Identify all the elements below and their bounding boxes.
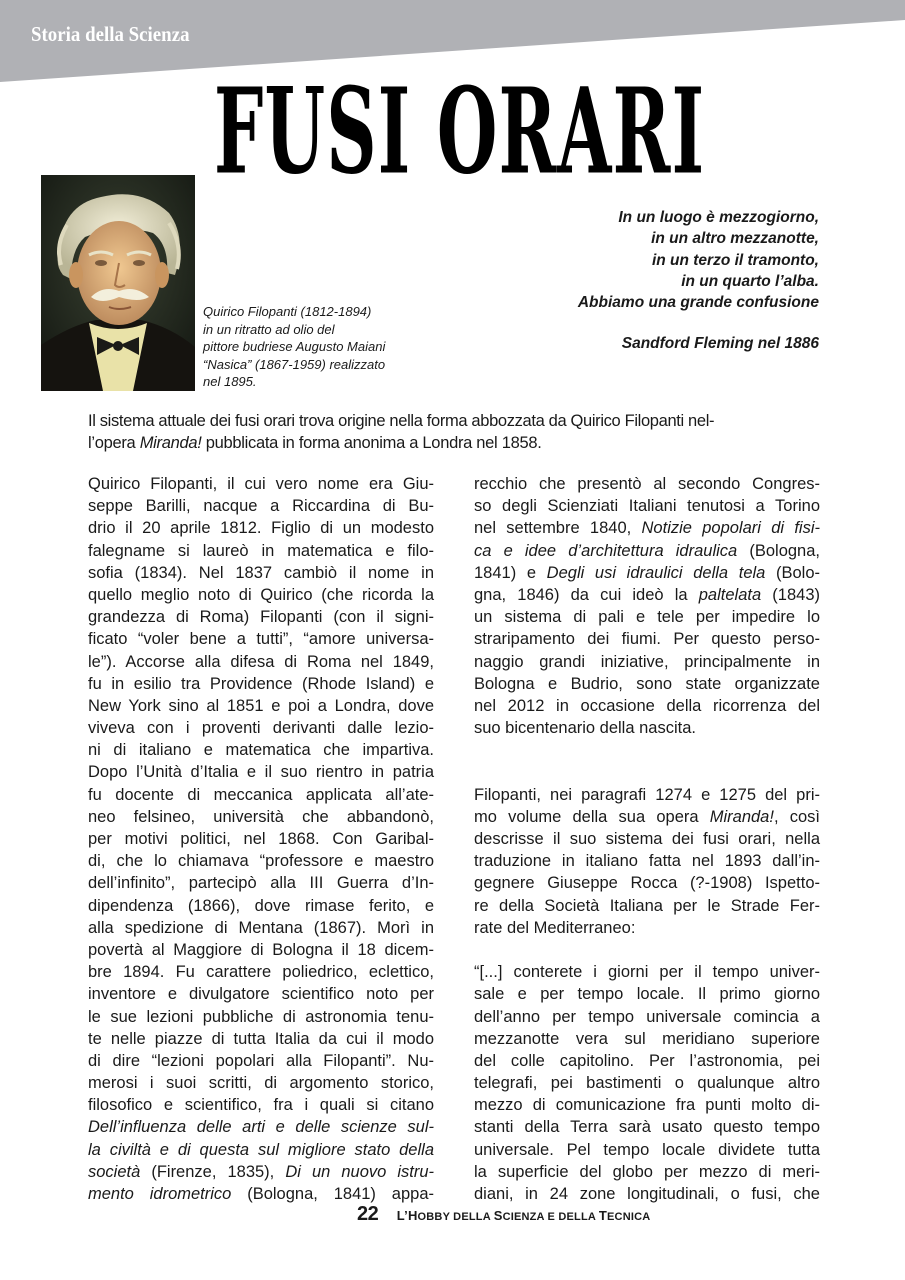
epigraph-line: in un altro mezzanotte,: [651, 230, 819, 248]
body-line: fu in esilio tra Providence (Rhode Island) e: [88, 674, 434, 693]
body-line: naggio grandi iniziative, principalmente in: [474, 652, 820, 671]
epigraph-quote: [499, 207, 819, 355]
body-line: dell’anno per tempo universale comincia a: [474, 1007, 820, 1026]
body-line: [88, 1161, 434, 1183]
text-run: (Bolo-: [765, 563, 820, 582]
body-line: del colle capitolino. Per l’astronomia, pei: [474, 1051, 820, 1070]
text-run: OBBY DELLA: [417, 1211, 494, 1223]
body-line: fu docente di meccanica applicata all’ate-: [88, 785, 434, 804]
body-line: [88, 1139, 434, 1161]
body-line: so degli Scienziati Italiani tenutosi a Torino: [474, 497, 820, 516]
text-run: S: [493, 1208, 503, 1223]
body-column-left: [88, 473, 434, 1205]
book-title: la civiltà e di questa sul migliore stato della: [88, 1140, 434, 1159]
body-line: [474, 517, 820, 539]
body-line: [474, 806, 820, 828]
caption-line: Quirico Filopanti (1812-1894): [203, 304, 372, 319]
body-line: dell’infinito”, partecipò alla III Guerra d’In-: [88, 874, 434, 893]
text-run: L’H: [396, 1208, 418, 1223]
portrait-image: [41, 175, 195, 391]
body-line: [88, 1116, 434, 1138]
body-line: sale e per tempo locale. Il primo giorno: [474, 985, 820, 1004]
body-line: bre 1894. Fu carattere poliedrico, eclettico,: [88, 963, 434, 982]
body-line: un sistema di pali e tele per impedire lo: [474, 608, 820, 627]
text-run: , così: [773, 807, 820, 826]
text-run: 1841) e: [474, 563, 547, 582]
text-run: CIENZA E DELLA: [502, 1211, 599, 1223]
body-line: drio il 20 aprile 1812. Figlio di un modesto: [88, 519, 434, 538]
text-run: (1843): [761, 585, 820, 604]
body-line: ni di italiano e matematica che impartiva.: [88, 741, 434, 760]
body-line: mezzanotte vera sul meridiano superiore: [474, 1029, 820, 1048]
body-line: [474, 562, 820, 584]
magazine-title: [396, 1208, 651, 1223]
body-line: telegrafi, pei bastimenti o qualunque altro: [474, 1074, 820, 1093]
portrait-caption: [203, 303, 433, 391]
body-line: falegname si laureò in matematica e filo-: [88, 541, 434, 560]
text-run: mo volume della sua opera: [474, 807, 710, 826]
body-line: diani, in 24 zone longitudinali, o fusi, che: [474, 1185, 820, 1204]
paragraph-gap: [474, 739, 820, 783]
book-title: Notizie popolari di fisi-: [641, 519, 820, 538]
epigraph-line: in un quarto l’alba.: [681, 272, 819, 290]
section-label: Storia della Scienza: [31, 22, 190, 46]
intro-paragraph: [88, 410, 820, 454]
body-line: per motivi politici, nel 1868. Con Garibal-: [88, 830, 434, 848]
body-line: [88, 1183, 434, 1205]
body-line: di, che lo chiamava “professore e maestro: [88, 852, 434, 871]
body-line: alla spedizione di Mentana (1867). Morì in: [88, 918, 434, 937]
body-line: le sue lezioni pubbliche di astronomia tenu-: [88, 1007, 434, 1026]
body-line: [474, 584, 820, 606]
book-title: Miranda!: [709, 807, 774, 826]
caption-line: nel 1895.: [203, 374, 257, 389]
body-line: Dopo l’Unità d’Italia e il suo rientro in patria: [88, 763, 434, 782]
term: paltelata: [698, 585, 762, 604]
text-run: T: [598, 1208, 608, 1223]
body-line: re della Società Italiana per le Strade Fer-: [474, 896, 820, 915]
book-title: Dell’influenza delle arti e delle scienze sul-: [88, 1118, 434, 1137]
body-line: filosofico e scientifico, fra i quali si citano: [88, 1096, 434, 1115]
body-line: seppe Barilli, nacque a Riccardina di Bu-: [88, 497, 434, 516]
body-line: New York sino al 1851 e poi a Londra, dove: [88, 696, 434, 715]
body-line: “[...] conterete i giorni per il tempo univer-: [474, 963, 820, 982]
text-run: nel settembre 1840,: [474, 519, 642, 538]
body-line: inventore e divulgatore scientifico noto per: [88, 985, 434, 1004]
intro-line: [88, 432, 820, 454]
body-line: Filopanti, nei paragrafi 1274 e 1275 del pri-: [474, 785, 820, 804]
text-run: (Bologna, 1841) appa-: [231, 1185, 434, 1203]
body-line: traduzione in italiano fatta nel 1893 dall’in-: [474, 852, 820, 871]
book-title: mento idrometrico: [88, 1185, 232, 1203]
paragraph-gap: [474, 939, 820, 961]
caption-line: “Nasica” (1867-1959) realizzato: [203, 356, 386, 372]
body-line: di dire “lezioni popolari alla Filopanti”. Nu-: [88, 1051, 434, 1070]
text-run: l’opera: [88, 434, 140, 452]
body-line: recchio che presentò al secondo Congres-: [474, 475, 820, 493]
body-line: Quirico Filopanti, il cui vero nome era Giu-: [88, 475, 434, 493]
body-line: mezzo di comunicazione fra punti molto di-: [474, 1096, 820, 1115]
text-run: (Bologna,: [737, 541, 820, 560]
caption-line: pittore budriese Augusto Maiani: [203, 339, 386, 354]
body-line: stanti della Terra sarà usato questo tempo: [474, 1118, 820, 1137]
body-line: le”). Accorse alla difesa di Roma nel 1849,: [88, 652, 434, 671]
body-line: rate del Mediterraneo:: [474, 918, 636, 937]
caption-line: in un ritratto ad olio del: [203, 321, 335, 337]
epigraph-line: in un terzo il tramonto,: [651, 251, 819, 269]
body-line: suo bicentenario della nascita.: [474, 719, 696, 738]
book-title: Di un nuovo istru-: [285, 1162, 435, 1181]
text-run: pubblicata in forma anonima a Londra nel 1858.: [201, 434, 542, 452]
book-title: ca e idee d’architettura idraulica: [474, 541, 738, 560]
book-title: Miranda!: [139, 434, 202, 452]
epigraph-line: Abbiamo una grande confusione: [577, 294, 819, 312]
body-line: descrisse il suo sistema dei fusi orari, nella: [474, 830, 820, 849]
page-title: FUSI ORARI: [214, 63, 706, 202]
body-line: dipendenza (1866), dove rimase ferito, e: [88, 896, 434, 915]
body-line: gegnere Giuseppe Rocca (?-1908) Ispetto-: [474, 874, 820, 893]
body-line: nel 2012 in occasione della ricorrenza del: [474, 696, 820, 715]
portrait-painting-icon: [41, 175, 195, 391]
body-line: merosi i suoi scritti, di argomento storico,: [88, 1074, 434, 1093]
intro-line: Il sistema attuale dei fusi orari trova origine nella forma abbozzata da Quirico Filopanti nel-: [88, 412, 715, 430]
epigraph-line: In un luogo è mezzogiorno,: [618, 209, 819, 226]
body-line: [474, 540, 820, 562]
page-number: 22: [357, 1203, 379, 1225]
page-footer: [357, 1203, 650, 1226]
body-line: universale. Pel tempo locale dividete tutta: [474, 1140, 820, 1159]
body-line: te nelle piazze di tutta Italia da cui il modo: [88, 1029, 434, 1048]
body-line: straripamento dei fiumi. Per questo perso-: [474, 630, 820, 649]
body-column-right: [474, 473, 820, 1205]
text-run: (Firenze, 1835),: [140, 1162, 286, 1181]
epigraph-attribution: Sandford Fleming nel 1886: [621, 335, 819, 353]
body-line: neo felsineo, università che abbandonò,: [88, 807, 434, 826]
body-line: ficato “voler bene a tutti”, “amore universa-: [88, 630, 434, 649]
body-line: povertà al Maggiore di Bologna il 18 dicem-: [88, 940, 434, 959]
body-line: la superficie del globo per mezzo di meri-: [474, 1162, 820, 1181]
book-title: Degli usi idraulici della tela: [546, 563, 766, 582]
body-line: grandezza di Roma) Filopanti (con il signi-: [88, 608, 434, 627]
text-run: ECNICA: [607, 1211, 651, 1223]
body-line: viveva con i proventi derivanti dalle lezio-: [88, 719, 434, 738]
body-line: sofia (1834). Nel 1837 cambiò il nome in: [88, 563, 434, 582]
book-title: società: [88, 1162, 141, 1181]
body-line: quello meglio noto di Quirico (che ricorda la: [88, 585, 434, 604]
body-line: Bologna e Budrio, sono state organizzate: [474, 674, 820, 693]
text-run: gna, 1846) da cui ideò la: [474, 585, 699, 604]
